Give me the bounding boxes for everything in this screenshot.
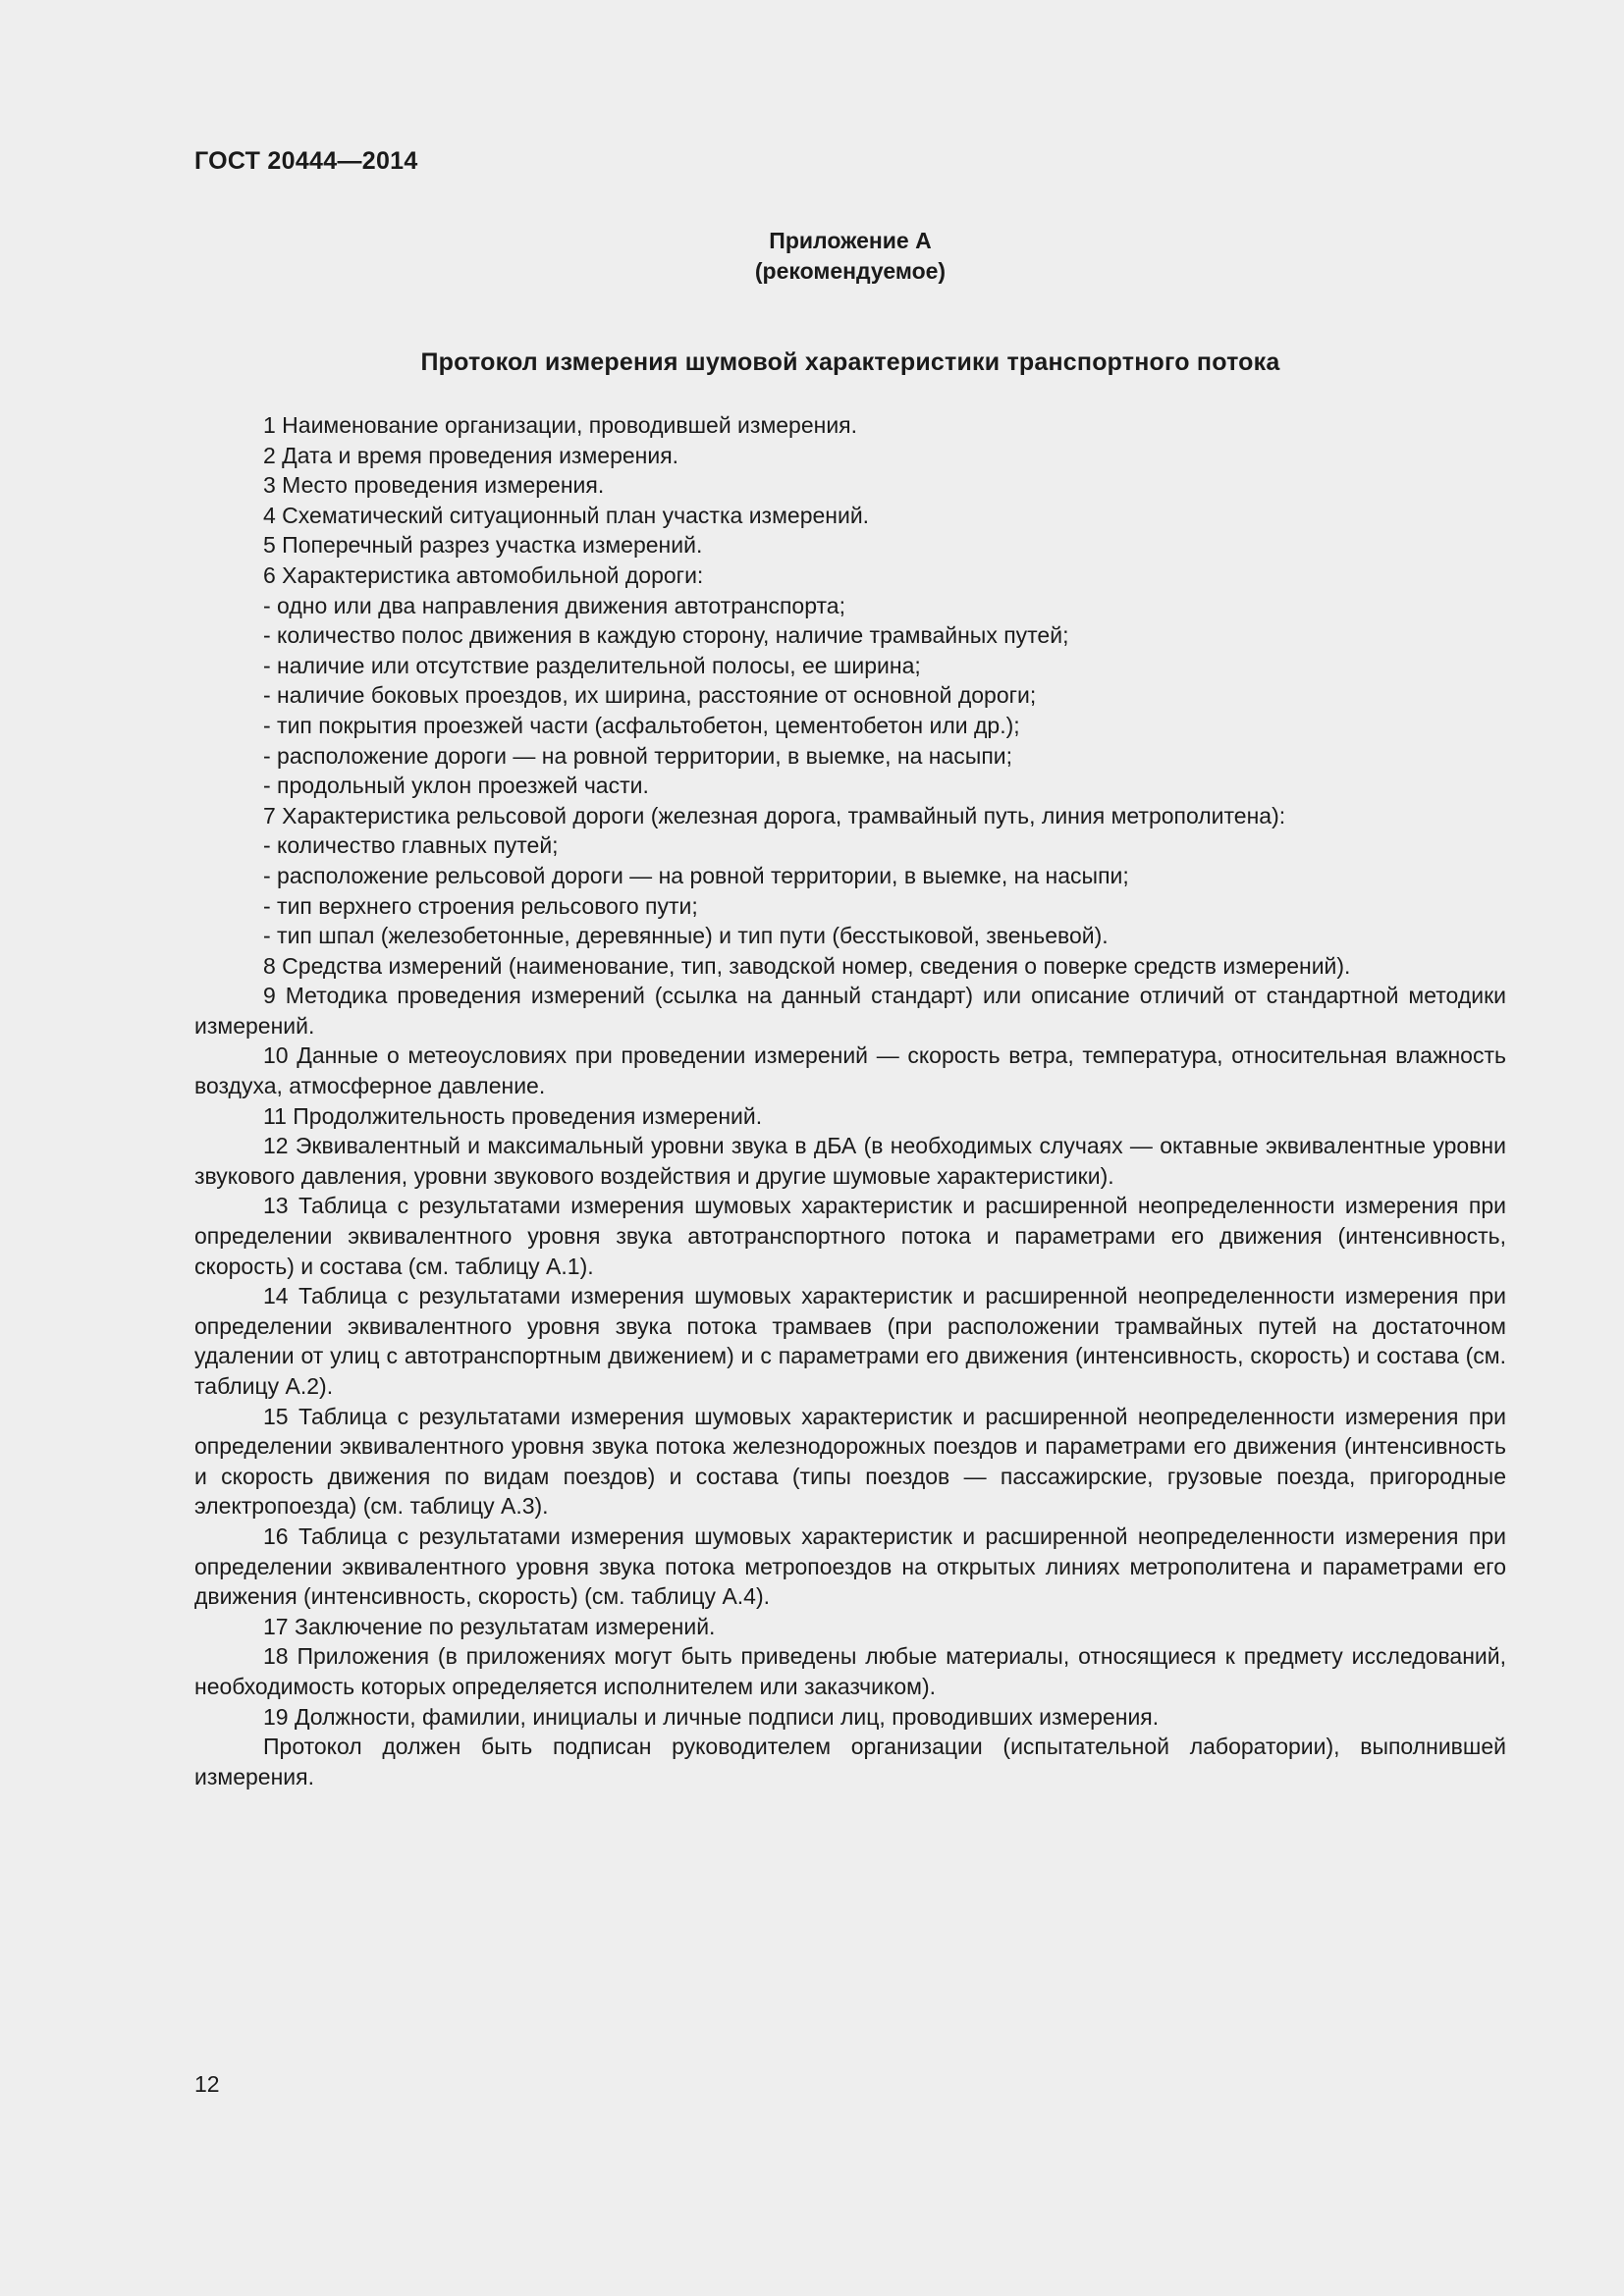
paragraph: 9 Методика проведения измерений (ссылка на данный стандарт) или описание отличий от стандартной методики измерений. <box>194 983 1506 1039</box>
paragraph: 3 Место проведения измерения. <box>263 472 605 499</box>
paragraph: 7 Характеристика рельсовой дороги (железная дорога, трамвайный путь, линия метрополитена): <box>263 802 1286 828</box>
paragraph: 14 Таблица с результатами измерения шумовых характеристик и расширенной неопределенности измерения при определении эквивалентного уровня звука потока трамваев (при расположении трамвайных путей на достаточном удалении от улиц с автотранспортным движением) и с параметрами его движения (интенсивность, скорость) и состава (см. таблицу А.2). <box>194 1283 1506 1399</box>
paragraph: 16 Таблица с результатами измерения шумовых характеристик и расширенной неопределенности измерения при определении эквивалентного уровня звука потока метропоездов на открытых линиях метрополитена и параметрами его движения (интенсивность, скорость) (см. таблицу А.4). <box>194 1522 1506 1610</box>
paragraph: 6 Характеристика автомобильной дороги: <box>263 561 704 588</box>
page-number: 12 <box>194 2071 220 2097</box>
paragraph: 2 Дата и время проведения измерения. <box>263 442 679 468</box>
list-item: - расположение дороги — на ровной территории, в выемке, на насыпи; <box>263 742 1013 769</box>
document-code: ГОСТ 20444—2014 <box>194 147 418 175</box>
paragraph: 15 Таблица с результатами измерения шумовых характеристик и расширенной неопределенности измерения при определении эквивалентного уровня звука потока железнодорожных поездов и параметрами его движения (интенсивность и скорость движения по видам поездов) и состава (типы поездов — пассажирские, грузовые поезда, пригородные электропоезда) (см. таблицу А.3). <box>194 1403 1506 1520</box>
appendix-status: (рекомендуемое) <box>754 258 947 284</box>
list-item: - одно или два направления движения автотранспорта; <box>263 592 845 618</box>
list-item: - наличие или отсутствие разделительной полосы, ее ширина; <box>263 652 921 678</box>
paragraph: 11 Продолжительность проведения измерений. <box>263 1102 763 1129</box>
paragraph: 12 Эквивалентный и максимальный уровни звука в дБА (в необходимых случаях — октавные эквивалентные уровни звукового давления, уровни звукового воздействия и другие шумовые характеристики). <box>194 1133 1506 1189</box>
list-item: - тип покрытия проезжей части (асфальтобетон, цементобетон или др.); <box>263 712 1020 738</box>
list-item: - расположение рельсовой дороги — на ровной территории, в выемке, на насыпи; <box>263 862 1129 888</box>
list-item: - количество полос движения в каждую сторону, наличие трамвайных путей; <box>263 622 1069 649</box>
list-item: - тип шпал (железобетонные, деревянные) и тип пути (бесстыковой, звеньевой). <box>263 923 1109 949</box>
paragraph: 13 Таблица с результатами измерения шумовых характеристик и расширенной неопределенности измерения при определении эквивалентного уровня звука автотранспортного потока и параметрами его движения (интенсивность, скорость) и состава (см. таблицу А.1). <box>194 1193 1506 1279</box>
list-item: - количество главных путей; <box>263 832 559 859</box>
paragraph: 10 Данные о метеоусловиях при проведении измерений — скорость ветра, температура, относительная влажность воздуха, атмосферное давление. <box>194 1042 1506 1099</box>
paragraph: 8 Средства измерений (наименование, тип, заводской номер, сведения о поверке средств измерений). <box>263 952 1351 979</box>
paragraph: 4 Схематический ситуационный план участка измерений. <box>263 502 870 528</box>
body-text <box>194 410 1506 1791</box>
list-item: - продольный уклон проезжей части. <box>263 773 649 799</box>
paragraph: 17 Заключение по результатам измерений. <box>263 1613 716 1639</box>
paragraph: 1 Наименование организации, проводившей измерения. <box>263 412 858 438</box>
paragraph: 5 Поперечный разрез участка измерений. <box>263 532 703 559</box>
paragraph: 18 Приложения (в приложениях могут быть приведены любые материалы, относящиеся к предмету исследований, необходимость которых определяется исполнителем или заказчиком). <box>194 1643 1506 1699</box>
list-item: - наличие боковых проездов, их ширина, расстояние от основной дороги; <box>263 682 1037 709</box>
section-title: Протокол измерения шумовой характеристики транспортного потока <box>420 348 1280 376</box>
paragraph: 19 Должности, фамилии, инициалы и личные подписи лиц, проводивших измерения. <box>263 1703 1160 1730</box>
list-item: - тип верхнего строения рельсового пути; <box>263 892 698 919</box>
appendix-heading <box>194 226 1506 287</box>
appendix-label: Приложение А <box>769 228 932 253</box>
paragraph: Протокол должен быть подписан руководителем организации (испытательной лаборатории), выполнившей измерения. <box>194 1734 1506 1789</box>
